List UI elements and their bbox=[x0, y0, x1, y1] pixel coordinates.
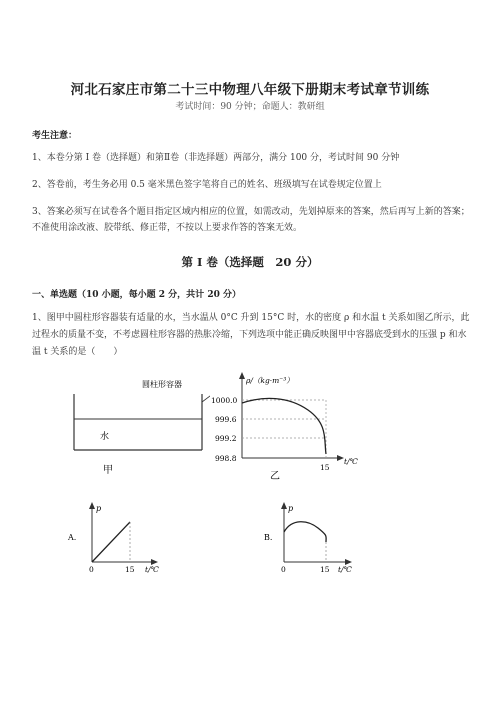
caption-jia: 甲 bbox=[103, 465, 113, 476]
exam-info: 考试时间：90 分钟；命题人：教研组 bbox=[175, 102, 325, 112]
option-b-graph[interactable] bbox=[262, 498, 372, 576]
option-b-y-label: p bbox=[288, 504, 294, 513]
section-title: 第 I 卷（选择题 20 分） bbox=[181, 255, 319, 269]
yi-x-axis-label: t/℃ bbox=[344, 457, 358, 466]
yi-y-tick-998-8: 998.8 bbox=[215, 454, 237, 463]
option-b-label: B. bbox=[264, 533, 273, 542]
option-b-curve bbox=[284, 522, 326, 542]
option-b-x-tick-0: 0 bbox=[281, 565, 286, 574]
option-b-x-tick-15: 15 bbox=[320, 565, 330, 574]
figure-jia bbox=[60, 372, 210, 482]
option-a-x-tick-0: 0 bbox=[89, 565, 94, 574]
notice-heading: 考生注意： bbox=[32, 131, 78, 141]
yi-y-tick-999-2: 999.2 bbox=[215, 434, 237, 443]
yi-x-tick-15: 15 bbox=[320, 463, 330, 472]
question-1-text: 1、图甲中圆柱形容器装有适量的水，当水温从 0°C 升到 15°C 时，水的密度 ρ 和水温 t 关系如图乙所示，此过程水的质量不变，不考虑圆柱形容器的热胀冷缩，下列选项中能正确反映图甲中容器底受到水的压强 p 和水温 t 关系的是（ ） bbox=[32, 313, 470, 357]
yi-y-tick-999-6: 999.6 bbox=[215, 415, 237, 424]
yi-y-tick-1000: 1000.0 bbox=[211, 396, 238, 405]
figure-yi bbox=[208, 370, 368, 482]
option-b-x-label: t/℃ bbox=[338, 565, 352, 574]
part-heading: 一、单选题（10 小题，每小题 2 分，共计 20 分） bbox=[32, 290, 241, 300]
density-curve bbox=[242, 398, 326, 454]
option-a-graph[interactable] bbox=[62, 498, 172, 576]
container-label: 圆柱形容器 bbox=[142, 380, 182, 389]
option-a-y-label: p bbox=[96, 504, 102, 513]
notice-item-1: 1、本卷分第 I 卷（选择题）和第Ⅱ卷（非选择题）两部分，满分 100 分，考试时间 90 分钟 bbox=[32, 153, 400, 163]
option-a-x-tick-15: 15 bbox=[125, 565, 135, 574]
notice-item-3: 3、答案必须写在试卷各个题目指定区域内相应的位置，如需改动，先划掉原来的答案，然后再写上新的答案；不准使用涂改液、胶带纸、修正带，不按以上要求作答的答案无效。 bbox=[32, 207, 470, 233]
page-title: 河北石家庄市第二十三中物理八年级下册期末考试章节训练 bbox=[70, 82, 430, 98]
option-a-label: A. bbox=[68, 533, 77, 542]
yi-y-axis-label: ρ/（kg·m⁻³） bbox=[246, 376, 294, 385]
caption-yi: 乙 bbox=[270, 471, 280, 482]
option-a-x-label: t/℃ bbox=[145, 565, 159, 574]
option-a-line bbox=[92, 522, 130, 562]
notice-item-2: 2、答卷前，考生务必用 0.5 毫米黑色签字笔将自己的姓名、班级填写在试卷规定位置上 bbox=[32, 180, 382, 190]
water-label: 水 bbox=[100, 432, 110, 442]
